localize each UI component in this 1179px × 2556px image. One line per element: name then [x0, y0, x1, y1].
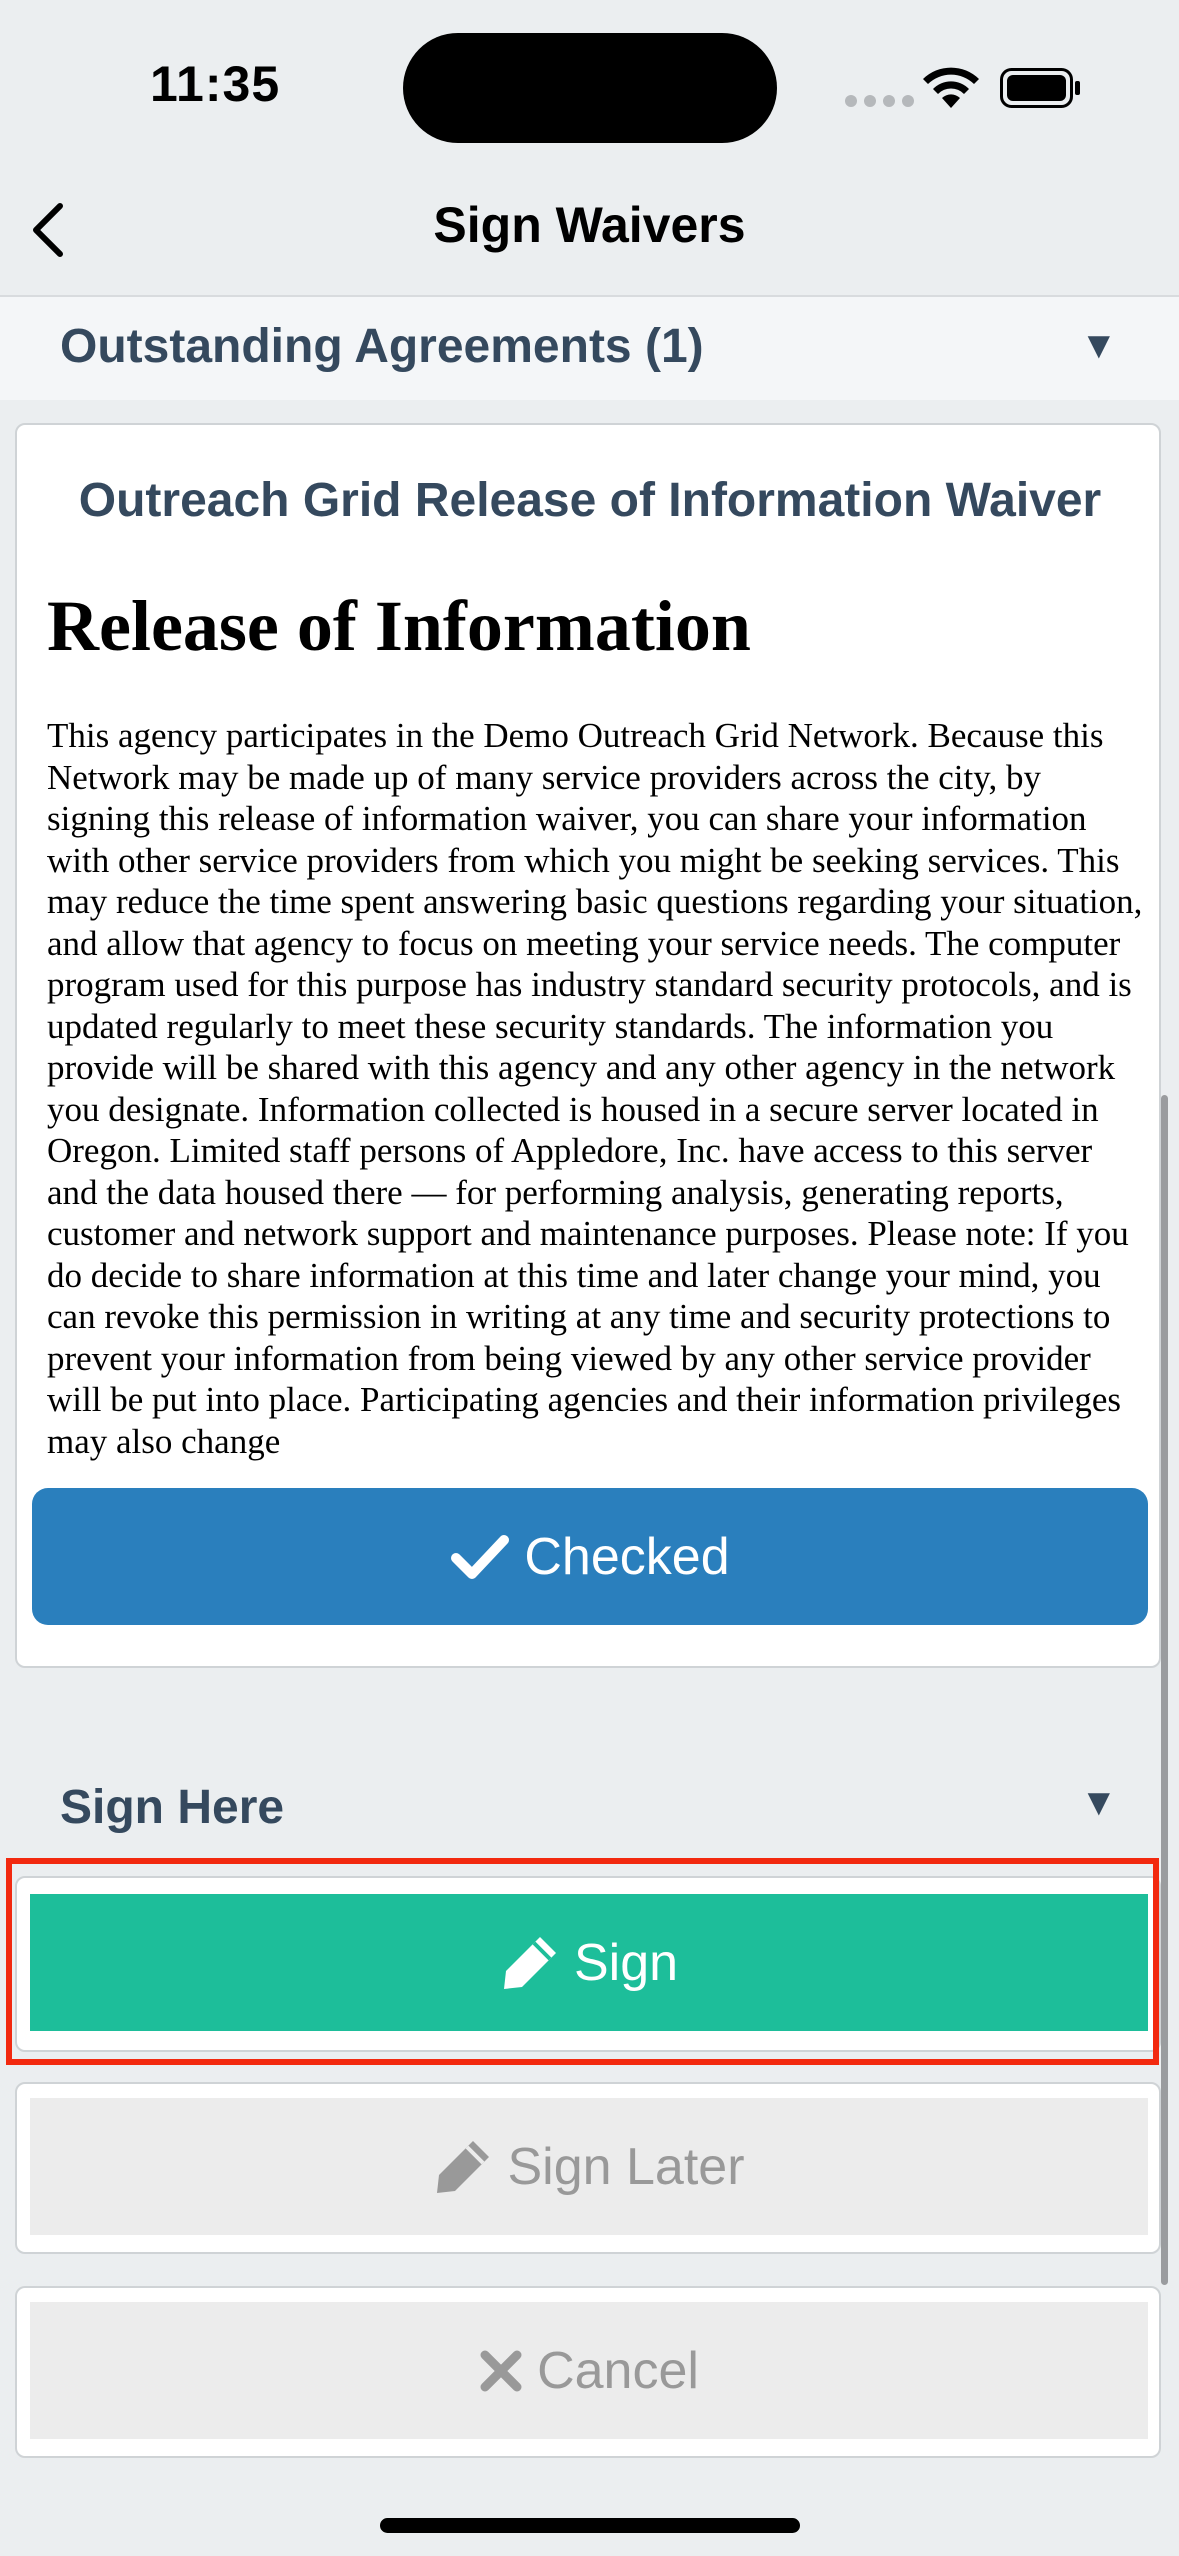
wifi-icon	[920, 64, 982, 110]
sign-label: Sign	[573, 1933, 679, 1992]
document-body[interactable]: This agency participates in the Demo Outreach Grid Network. Because this Network may be made up of many service providers across the city, by signing this release of information waiver, you can share your information with other service providers from which you might be seeking services. This may reduce the time spent answering basic questions regarding your situation, and allow that agency to focus on meeting your service needs. The computer program used for this purpose has industry standard security protocols, and is updated regularly to meet these security standards. The information you provide will be shared with this agency and any other agency in the network you designate. Information collected is housed in a secure server located in Oregon. Limited staff persons of Appledore, Inc. have access to this server and the data housed there — for performing analysis, generating reports, customer and network support and maintenance purposes. Please note: If you do decide to share information at this time and later change your mind, you can revoke this permission in writing at any time and security protections to prevent your information from being viewed by any other service provider will be put into place. Participating agencies and their information privileges may also change	[47, 716, 1143, 1461]
sign-later-label: Sign Later	[507, 2137, 745, 2196]
cancel-button[interactable]	[30, 2302, 1148, 2439]
checked-label: Checked	[524, 1527, 730, 1586]
page-title: Sign Waivers	[433, 197, 746, 253]
cellular-signal-icon	[845, 94, 921, 112]
status-time: 11:35	[150, 56, 281, 112]
checked-button[interactable]	[32, 1488, 1148, 1625]
checkmark-icon	[450, 1532, 510, 1582]
battery-icon	[1000, 68, 1082, 108]
caret-down-icon: ▼	[1080, 325, 1118, 367]
close-icon	[479, 2349, 523, 2393]
waiver-card	[15, 423, 1161, 1668]
sign-here-title: Sign Here	[60, 1781, 285, 1834]
pencil-icon	[433, 2137, 493, 2197]
caret-down-icon[interactable]: ▼	[1080, 1782, 1118, 1824]
outstanding-agreements-header[interactable]	[0, 297, 1179, 400]
document-heading: Release of Information	[47, 586, 751, 666]
scrollbar[interactable]	[1161, 1095, 1168, 2285]
highlight-box	[6, 1858, 1159, 2065]
outstanding-agreements-title: Outstanding Agreements (1)	[60, 320, 704, 373]
dynamic-island	[403, 33, 777, 143]
cancel-label: Cancel	[537, 2341, 699, 2400]
home-indicator[interactable]	[380, 2518, 800, 2533]
waiver-title: Outreach Grid Release of Information Waiver	[78, 474, 1102, 527]
sign-later-button[interactable]	[30, 2098, 1148, 2235]
